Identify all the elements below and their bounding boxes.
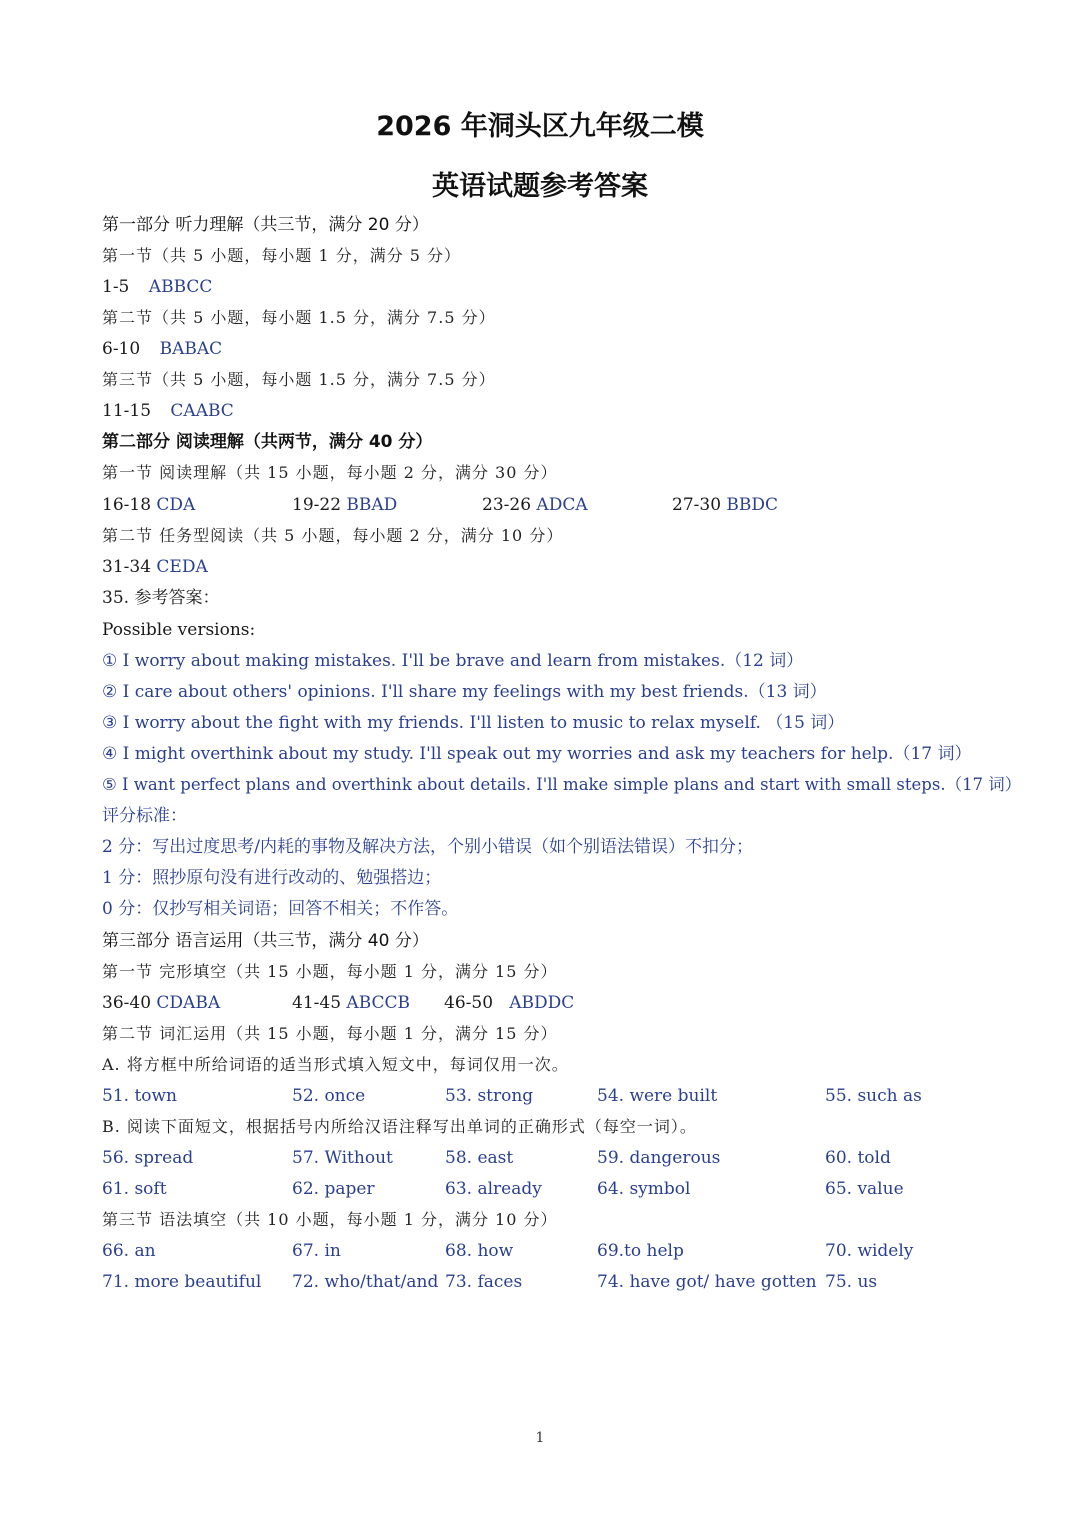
criteria-0pt: 0 分：仅抄写相关词语；回答不相关；不作答。 [102, 899, 459, 919]
answer-cell: 60. told [825, 1148, 891, 1168]
version-2: ② I care about others' opinions. I'll share my feelings with my best friends.（13 词） [102, 682, 827, 702]
answer-cell: 52. once [292, 1086, 366, 1106]
answer-cell: 51. town [102, 1086, 178, 1106]
part3-section3: 第三节 语法填空（共 10 小题，每小题 1 分，满分 10 分） [102, 1210, 558, 1229]
part1-section3: 第三节（共 5 小题，每小题 1.5 分，满分 7.5 分） [102, 370, 496, 389]
part2-section1: 第一节 阅读理解（共 15 小题，每小题 2 分，满分 30 分） [102, 463, 558, 482]
answer-cell: 66. an [102, 1241, 156, 1261]
part3-B-instructions: B. 阅读下面短文，根据括号内所给汉语注释写出单词的正确形式（每空一词）。 [102, 1117, 697, 1136]
answer-text: BABAC [159, 339, 223, 359]
page-number: 1 [535, 1430, 545, 1446]
question-range: 1-5 [102, 277, 130, 297]
answer-cell: 75. us [825, 1272, 878, 1292]
doc-subtitle: 英语试题参考答案 [432, 171, 648, 202]
answer-cell: 59. dangerous [597, 1148, 721, 1168]
part3-section1: 第一节 完形填空（共 15 小题，每小题 1 分，满分 15 分） [102, 962, 558, 981]
part1-section2: 第二节（共 5 小题，每小题 1.5 分，满分 7.5 分） [102, 308, 496, 327]
answer-row-61-65 [102, 1176, 1002, 1202]
answer-cell: 73. faces [445, 1272, 523, 1292]
answer-row-11-15 [102, 398, 234, 424]
answer-cell: 54. were built [597, 1086, 718, 1106]
part2-section2: 第二节 任务型阅读（共 5 小题，每小题 2 分，满分 10 分） [102, 526, 564, 545]
answer-row-1-5 [102, 274, 212, 300]
answer-row-16-30 [102, 492, 1002, 518]
answer-cell: 46-50 ABDDC [444, 993, 575, 1013]
answer-cell: 67. in [292, 1241, 341, 1261]
answer-cell: 41-45 ABCCB [292, 993, 411, 1013]
version-3: ③ I worry about the fight with my friends. I'll listen to music to relax myself. （15 词） [102, 713, 845, 733]
criteria-2pt: 2 分：写出过度思考/内耗的事物及解决方法，个别小错误（如个别语法错误）不扣分； [102, 837, 753, 857]
answer-row-36-50 [102, 990, 1002, 1016]
answer-cell: 68. how [445, 1241, 514, 1261]
answer-row-51-55 [102, 1083, 1002, 1109]
criteria-1pt: 1 分：照抄原句没有进行改动的、勉强搭边； [102, 868, 442, 888]
answer-row-56-60 [102, 1145, 1002, 1171]
question-range: 6-10 [102, 339, 141, 359]
answer-cell: 72. who/that/and [292, 1272, 439, 1292]
question-range: 31-34 [102, 557, 152, 577]
part3-section2: 第二节 词汇运用（共 15 小题，每小题 1 分，满分 15 分） [102, 1024, 558, 1043]
answer-cell: 53. strong [445, 1086, 534, 1106]
version-5: ⑤ I want perfect plans and overthink about details. I'll make simple plans and start with small steps.（17 词） [102, 775, 1022, 794]
answer-cell: 16-18 CDA [102, 495, 196, 515]
answer-cell: 58. east [445, 1148, 514, 1168]
question-range: 11-15 [102, 401, 152, 421]
answer-cell: 61. soft [102, 1179, 167, 1199]
answer-cell: 71. more beautiful [102, 1272, 262, 1292]
answer-cell: 65. value [825, 1179, 904, 1199]
part3-A-instructions: A. 将方框中所给词语的适当形式填入短文中，每词仅用一次。 [102, 1055, 569, 1074]
answer-cell: 74. have got/ have gotten [597, 1272, 817, 1292]
answer-text: ABBCC [148, 277, 213, 297]
part2-header: 第二部分 阅读理解（共两节，满分 40 分） [102, 432, 433, 452]
answer-cell: 70. widely [825, 1241, 914, 1261]
answer-cell: 64. symbol [597, 1179, 691, 1199]
answer-row-6-10 [102, 336, 222, 362]
answer-cell: 27-30 BBDC [672, 495, 779, 515]
answer-row-71-75 [102, 1269, 1002, 1295]
answer-cell: 36-40 CDABA [102, 993, 221, 1013]
part1-section1: 第一节（共 5 小题，每小题 1 分，满分 5 分） [102, 246, 462, 265]
answer-cell: 23-26 ADCA [482, 495, 588, 515]
doc-title: 2026 年洞头区九年级二模 [376, 111, 704, 142]
version-4: ④ I might overthink about my study. I'll speak out my worries and ask my teachers for help.（17 词） [102, 744, 972, 764]
answer-cell: 63. already [445, 1179, 542, 1199]
answer-cell: 62. paper [292, 1179, 375, 1199]
part1-header: 第一部分 听力理解（共三节，满分 20 分） [102, 215, 429, 235]
answer-text: CAABC [170, 401, 234, 421]
answer-cell: 19-22 BBAD [292, 495, 398, 515]
answer-row-31-34 [102, 554, 208, 580]
answer-cell: 56. spread [102, 1148, 194, 1168]
answer-cell: 57. Without [292, 1148, 393, 1168]
part3-header: 第三部分 语言运用（共三节，满分 40 分） [102, 931, 429, 951]
q35-label: 35. 参考答案： [102, 588, 220, 608]
criteria-label: 评分标准： [102, 806, 187, 826]
answer-text: CEDA [156, 557, 208, 577]
version-1: ① I worry about making mistakes. I'll be brave and learn from mistakes.（12 词） [102, 651, 804, 671]
answer-cell: 55. such as [825, 1086, 922, 1106]
possible-versions-label: Possible versions: [102, 620, 256, 640]
answer-row-66-70 [102, 1238, 1002, 1264]
answer-cell: 69.to help [597, 1241, 684, 1261]
